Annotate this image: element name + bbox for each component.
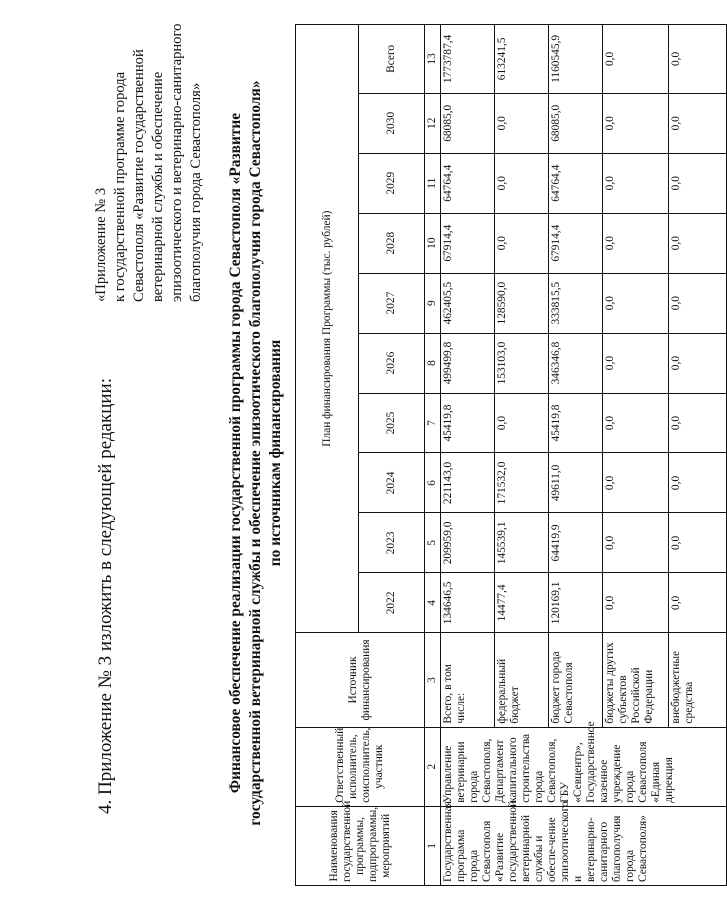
value-cell: 0,0 [603, 213, 669, 273]
value-cell: 1160545,9 [549, 25, 603, 94]
document-title [226, 35, 286, 871]
value-cell: 49611,0 [549, 453, 603, 513]
annex-line: ветеринарной службы и обеспечение [150, 71, 166, 302]
value-cell: 45419,8 [441, 393, 495, 453]
column-number: 2 [425, 727, 441, 806]
value-cell: 1773787,4 [441, 25, 495, 94]
header-plan: План финансирования Программы (тыс. рублей) [296, 25, 359, 633]
value-cell: 68085,0 [441, 93, 495, 153]
header-year: 2023 [359, 513, 425, 573]
column-number: 11 [425, 153, 441, 213]
annex-line: Севастополя «Развитие государственной [131, 49, 147, 302]
value-cell: 64764,4 [441, 153, 495, 213]
column-number: 1 [425, 806, 441, 885]
title-line: государственной ветеринарной службы и обеспечение эпизоотического благополучия города Севастополя» [247, 80, 264, 826]
header-total: Всего [359, 25, 425, 94]
value-cell: 0,0 [603, 333, 669, 393]
source-cell: бюджеты других субъектов Российской Федерации [603, 633, 669, 727]
value-cell: 153103,0 [495, 333, 549, 393]
value-cell: 0,0 [603, 453, 669, 513]
column-number: 8 [425, 333, 441, 393]
value-cell: 346346,8 [549, 333, 603, 393]
value-cell: 209959,0 [441, 513, 495, 573]
value-cell: 0,0 [495, 153, 549, 213]
source-cell: бюджет города Севастополя [549, 633, 603, 727]
column-number: 6 [425, 453, 441, 513]
value-cell: 0,0 [669, 213, 727, 273]
value-cell: 45419,8 [549, 393, 603, 453]
title-line: по источникам финансирования [267, 339, 284, 567]
value-cell: 64419,9 [549, 513, 603, 573]
annex-line: эпизоотического и ветеринарно-санитарного [169, 23, 185, 302]
value-cell: 0,0 [603, 25, 669, 94]
value-cell: 0,0 [669, 333, 727, 393]
source-cell: Всего, в том числе: [441, 633, 495, 727]
value-cell: 0,0 [669, 573, 727, 633]
annex-header [92, 22, 206, 302]
column-number: 7 [425, 393, 441, 453]
program-name-cell: Государственная программа города Севастополя «Развитие государственной ветеринарной службы и обеспе-чение эпизоотического и ветеринарно-санитарного благополучия города Севастополя» [441, 806, 727, 885]
executor-cell: Управление ветеринарии города Севастополя, Департамент капитального строительства города Севастополя, ГБУ «Севцентр», Государственное казенное учреждение города Севастополя «Единая дирекция [441, 727, 727, 806]
value-cell: 0,0 [669, 273, 727, 333]
value-cell: 0,0 [495, 93, 549, 153]
header-year: 2028 [359, 213, 425, 273]
value-cell: 0,0 [669, 25, 727, 94]
column-number: 4 [425, 573, 441, 633]
value-cell: 68085,0 [549, 93, 603, 153]
value-cell: 128590,0 [495, 273, 549, 333]
value-cell: 499499,8 [441, 333, 495, 393]
value-cell: 0,0 [603, 93, 669, 153]
item-instruction: 4. Приложение № 3 изложить в следующей редакции: [95, 377, 116, 814]
header-year: 2027 [359, 273, 425, 333]
value-cell: 0,0 [669, 393, 727, 453]
header-year: 2022 [359, 573, 425, 633]
value-cell: 14477,4 [495, 573, 549, 633]
value-cell: 221143,0 [441, 453, 495, 513]
value-cell: 613241,5 [495, 25, 549, 94]
value-cell: 0,0 [669, 153, 727, 213]
value-cell: 67914,4 [549, 213, 603, 273]
source-cell: внебюджетные средства [669, 633, 727, 727]
column-number: 9 [425, 273, 441, 333]
value-cell: 67914,4 [441, 213, 495, 273]
value-cell: 333815,5 [549, 273, 603, 333]
header-year: 2025 [359, 393, 425, 453]
header-year: 2029 [359, 153, 425, 213]
value-cell: 171532,0 [495, 453, 549, 513]
value-cell: 462405,5 [441, 273, 495, 333]
header-source: Источник финансирования [296, 633, 425, 727]
annex-line: «Приложение № 3 [93, 187, 109, 302]
value-cell: 0,0 [603, 393, 669, 453]
value-cell: 0,0 [603, 273, 669, 333]
value-cell: 0,0 [669, 453, 727, 513]
column-number: 10 [425, 213, 441, 273]
title-line: Финансовое обеспечение реализации государственной программы города Севастополя «Развитие [227, 112, 244, 794]
value-cell: 0,0 [495, 213, 549, 273]
value-cell: 0,0 [669, 93, 727, 153]
annex-line: к государственной программе города [112, 71, 128, 302]
value-cell: 0,0 [495, 393, 549, 453]
value-cell: 0,0 [603, 573, 669, 633]
source-cell: федеральный бюджет [495, 633, 549, 727]
column-number: 5 [425, 513, 441, 573]
value-cell: 0,0 [603, 513, 669, 573]
financing-table [295, 24, 727, 886]
annex-line: благополучия города Севастополя» [188, 82, 204, 302]
value-cell: 64764,4 [549, 153, 603, 213]
header-year: 2026 [359, 333, 425, 393]
header-year: 2030 [359, 93, 425, 153]
column-number: 3 [425, 633, 441, 727]
value-cell: 134646,5 [441, 573, 495, 633]
value-cell: 0,0 [603, 153, 669, 213]
header-executor: Ответственный исполнитель, соисполнитель, участник [296, 727, 425, 806]
value-cell: 0,0 [669, 513, 727, 573]
header-name: Наименования государственной программы, подпрограммы, мероприятий [296, 806, 425, 885]
value-cell: 120169,1 [549, 573, 603, 633]
value-cell: 145539,1 [495, 513, 549, 573]
column-number: 12 [425, 93, 441, 153]
column-number: 13 [425, 25, 441, 94]
header-year: 2024 [359, 453, 425, 513]
